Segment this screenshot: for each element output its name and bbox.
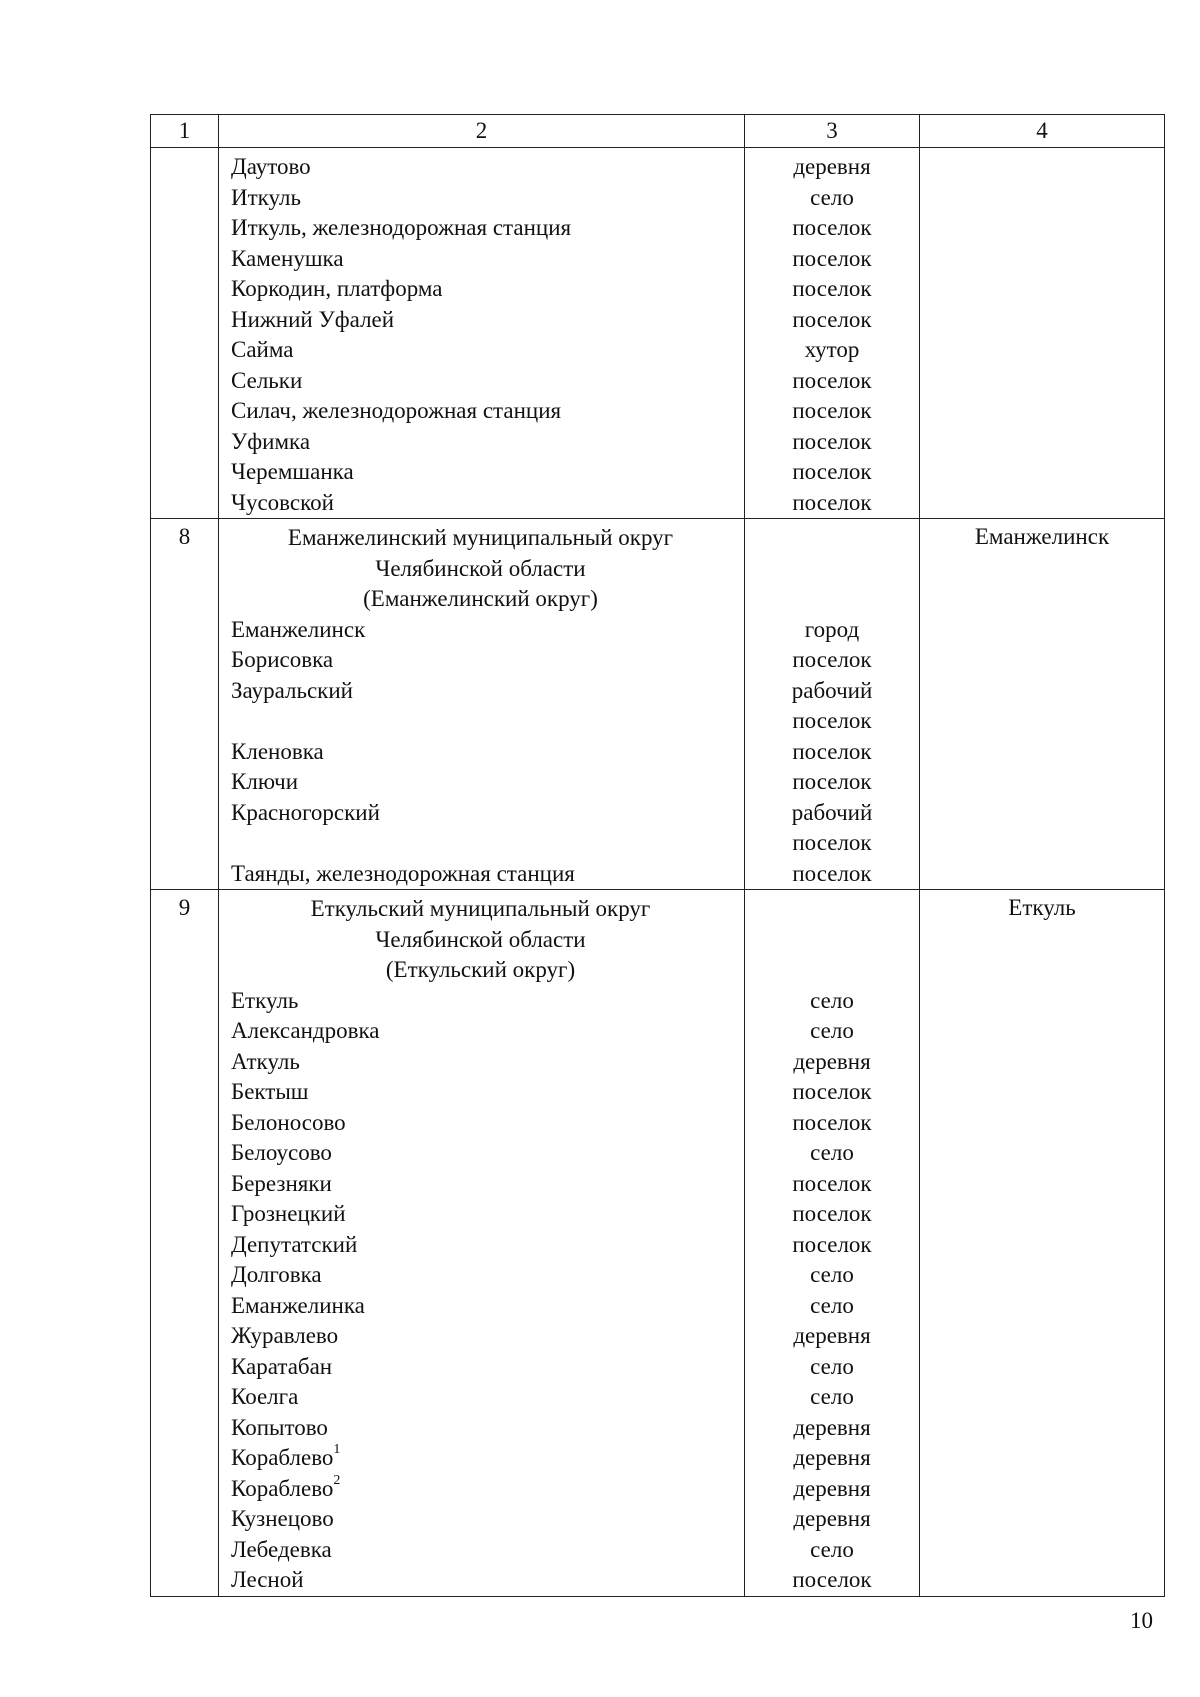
settlement-name <box>231 335 744 366</box>
settlement-name <box>231 1382 744 1413</box>
settlement-type: поселок <box>792 1567 872 1592</box>
settlement-name <box>231 1504 744 1535</box>
settlement-type: село <box>810 987 854 1013</box>
settlement-name <box>231 1352 744 1383</box>
settlement-name <box>231 615 744 646</box>
settlement-type: поселок <box>792 428 872 454</box>
administrative-center <box>920 148 1165 519</box>
settlement-name-text: Еманжелинка <box>231 1292 365 1318</box>
settlement-name <box>231 1047 744 1078</box>
settlement-name-text: Черемшанка <box>231 459 354 484</box>
district-heading-line: (Еманжелинский округ) <box>363 586 598 611</box>
settlement-name-text: Сайма <box>231 337 294 362</box>
settlement-name-text: Уфимка <box>231 428 311 454</box>
settlement-types-cell <box>745 890 920 1597</box>
settlement-name-text: Ключи <box>231 769 299 794</box>
settlement-name <box>231 1291 744 1322</box>
settlement-name <box>231 986 744 1017</box>
settlement-type: поселок <box>792 1079 872 1104</box>
settlement-name-text: Белоусово <box>231 1140 332 1165</box>
settlement-name <box>231 213 744 244</box>
settlement-type: поселок <box>792 738 872 764</box>
settlement-name-index: 2 <box>333 1472 341 1488</box>
settlement-name-text: Копытово <box>231 1414 328 1440</box>
settlement-name-text: Каменушка <box>231 245 344 271</box>
settlement-type: село <box>810 1536 854 1562</box>
settlement-types-cell <box>745 148 920 519</box>
settlement-name <box>231 152 744 183</box>
settlement-name-text: Белоносово <box>231 1109 346 1135</box>
settlement-name <box>231 676 744 707</box>
settlement-type: село <box>810 1262 854 1287</box>
type-spacer <box>745 925 919 956</box>
settlement-type: поселок <box>792 860 872 886</box>
settlements-table <box>150 114 1165 1597</box>
settlement-name-text: Лесной <box>231 1567 304 1592</box>
table-header <box>151 115 1165 148</box>
settlement-type: поселок <box>792 769 872 794</box>
settlement-name-text: Еткуль <box>231 987 299 1013</box>
settlement-name-text: Кленовка <box>231 738 324 764</box>
settlement-name <box>231 1077 744 1108</box>
settlement-type: поселок <box>792 708 872 733</box>
administrative-center: Еткуль <box>920 890 1165 1597</box>
type-spacer <box>745 894 919 925</box>
settlement-name-text: Нижний Уфалей <box>231 306 395 332</box>
settlement-name-text: Каратабан <box>231 1353 333 1379</box>
settlement-type: село <box>810 184 854 210</box>
settlement-type: рабочий <box>791 799 873 825</box>
settlement-type: хутор <box>804 337 860 362</box>
column-header-1: 1 <box>151 115 219 148</box>
settlement-name-text: Еманжелинск <box>231 616 366 642</box>
district-heading-line: Еманжелинский муниципальный округ <box>287 525 674 550</box>
type-spacer <box>745 584 919 615</box>
settlement-name-text: Березняки <box>231 1170 332 1196</box>
settlement-type: деревня <box>793 1048 871 1074</box>
settlement-name-text: Кораблево <box>231 1445 334 1470</box>
settlement-type: поселок <box>792 276 872 301</box>
settlement-types-cell <box>745 519 920 890</box>
settlement-name <box>231 1016 744 1047</box>
settlement-name <box>231 1413 744 1444</box>
settlement-type: поселок <box>792 1201 872 1226</box>
row-number <box>151 148 219 519</box>
settlement-type: поселок <box>792 306 872 332</box>
settlement-type: деревня <box>793 1445 871 1470</box>
settlement-type: деревня <box>793 1414 871 1440</box>
row-number: 8 <box>151 519 219 890</box>
settlement-name <box>231 1108 744 1139</box>
settlement-type: деревня <box>793 1323 871 1348</box>
settlement-type: поселок <box>792 830 872 855</box>
settlement-type: деревня <box>793 154 871 179</box>
name-spacer <box>231 706 744 737</box>
settlement-name-text: Бектыш <box>231 1079 309 1104</box>
settlement-name-text: Чусовской <box>231 489 334 515</box>
district-heading-line: Челябинской области <box>375 555 586 581</box>
settlement-name-index: 1 <box>333 1442 341 1458</box>
settlement-name-text: Грознецкий <box>231 1201 346 1226</box>
settlement-name <box>231 183 744 214</box>
column-header-4: 4 <box>920 115 1165 148</box>
settlement-name-text: Зауральский <box>231 677 353 703</box>
settlement-name-text: Лебедевка <box>231 1536 332 1562</box>
settlement-name <box>231 396 744 427</box>
settlement-name <box>231 798 744 829</box>
name-spacer <box>231 828 744 859</box>
settlement-type: поселок <box>792 245 872 271</box>
settlement-type: поселок <box>792 215 872 240</box>
settlement-name-text: Красногорский <box>231 799 380 825</box>
settlement-name <box>231 366 744 397</box>
table-row <box>151 148 1165 519</box>
column-header-3: 3 <box>745 115 920 148</box>
table-row <box>151 890 1165 1597</box>
settlement-name-text: Иткуль <box>231 184 301 210</box>
settlement-type: поселок <box>792 1231 872 1257</box>
type-spacer <box>745 955 919 986</box>
settlement-type: деревня <box>793 1506 871 1531</box>
settlement-names-cell <box>219 148 745 519</box>
settlement-type: село <box>810 1353 854 1379</box>
settlement-name-text: Кораблево <box>231 1475 334 1501</box>
settlement-name-text: Силач, железнодорожная станция <box>231 398 562 423</box>
district-heading-line: (Еткульский округ) <box>385 957 576 982</box>
settlement-name-text: Даутово <box>231 154 311 179</box>
settlement-name <box>231 427 744 458</box>
settlement-name <box>231 274 744 305</box>
type-spacer <box>745 523 919 554</box>
settlement-type: поселок <box>792 1170 872 1196</box>
settlement-name-text: Журавлево <box>231 1323 339 1348</box>
settlement-name <box>231 457 744 488</box>
settlement-type: село <box>810 1018 854 1043</box>
settlement-type: поселок <box>792 1109 872 1135</box>
settlement-type: село <box>810 1384 854 1409</box>
settlement-name-text: Сельки <box>231 367 303 393</box>
settlement-name-text: Коркодин, платформа <box>231 276 443 301</box>
settlement-name <box>231 1230 744 1261</box>
settlement-name <box>231 1321 744 1352</box>
column-header-2: 2 <box>219 115 745 148</box>
settlement-name <box>231 1443 744 1474</box>
settlement-type: город <box>804 616 860 642</box>
district-heading-line: Еткульский муниципальный округ <box>310 896 651 921</box>
settlement-type: поселок <box>792 647 872 672</box>
settlement-type: деревня <box>793 1475 871 1501</box>
settlement-name <box>231 244 744 275</box>
settlement-name-text: Долговка <box>231 1262 322 1287</box>
row-number: 9 <box>151 890 219 1597</box>
settlement-type: поселок <box>792 459 872 484</box>
settlement-name <box>231 1169 744 1200</box>
settlement-name <box>231 1535 744 1566</box>
settlement-type: село <box>810 1140 854 1165</box>
district-heading-line: Челябинской области <box>375 926 586 952</box>
administrative-center: Еманжелинск <box>920 519 1165 890</box>
settlement-type: село <box>810 1292 854 1318</box>
settlement-name-text: Кузнецово <box>231 1506 334 1531</box>
settlement-name-text: Коелга <box>231 1384 299 1409</box>
settlement-name <box>231 1565 744 1596</box>
type-spacer <box>745 554 919 585</box>
settlement-names-cell <box>219 519 745 890</box>
settlement-name <box>231 859 744 890</box>
settlement-names-cell <box>219 890 745 1597</box>
settlement-name <box>231 1138 744 1169</box>
page-number: 10 <box>1130 1608 1153 1633</box>
settlement-name <box>231 645 744 676</box>
settlement-name-text: Таянды, железнодорожная станция <box>231 860 575 886</box>
table-body <box>151 148 1165 1597</box>
settlement-type: поселок <box>792 398 872 423</box>
settlement-type: рабочий <box>791 677 873 703</box>
settlement-name <box>231 1474 744 1505</box>
settlement-name <box>231 488 744 519</box>
settlement-name-text: Борисовка <box>231 647 334 672</box>
settlement-name <box>231 305 744 336</box>
settlement-name <box>231 1260 744 1291</box>
settlement-name <box>231 1199 744 1230</box>
table-row <box>151 519 1165 890</box>
settlement-name <box>231 767 744 798</box>
settlement-name-text: Иткуль, железнодорожная станция <box>231 215 572 240</box>
settlement-name-text: Депутатский <box>231 1231 358 1257</box>
settlement-name-text: Аткуль <box>231 1048 300 1074</box>
settlement-type: поселок <box>792 367 872 393</box>
settlement-name <box>231 737 744 768</box>
settlement-name-text: Александровка <box>231 1018 380 1043</box>
settlement-type: поселок <box>792 489 872 515</box>
